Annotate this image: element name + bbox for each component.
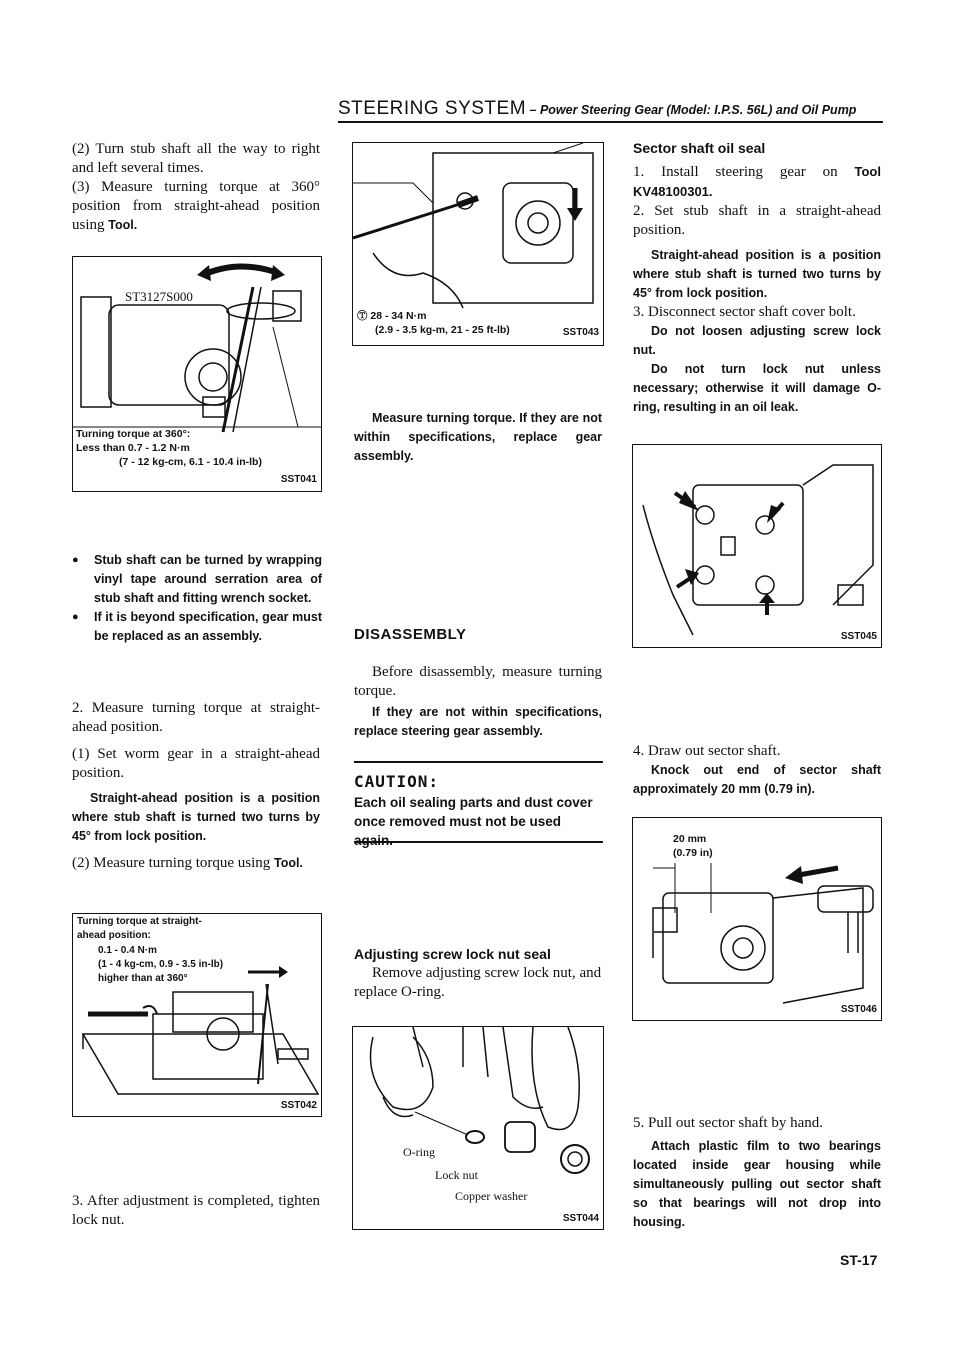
header-rule	[338, 121, 883, 123]
measure-turning-torque-note: Measure turning torque. If they are not within specifications, replace gear assembly.	[354, 411, 602, 463]
header-dash: –	[526, 103, 540, 117]
remove-lock-nut-text: Remove adjusting screw lock nut, and replace O-ring.	[354, 965, 602, 1000]
knock-out-sector-shaft-illustration	[633, 818, 881, 1020]
dimension-in: (0.79 in)	[673, 847, 713, 859]
step-3-disconnect: 3. Disconnect sector shaft cover bolt.	[633, 304, 856, 320]
adjusting-screw-heading: Adjusting screw lock nut seal	[354, 946, 551, 962]
caution-top-rule	[354, 761, 603, 763]
header-title: STEERING SYSTEM	[338, 98, 527, 119]
step-2-turn-stub: (2) Turn stub shaft all the way to right and left several times.	[72, 141, 320, 176]
middle-measure-text	[354, 409, 602, 466]
step-5-pull-out: 5. Pull out sector shaft by hand.	[633, 1115, 823, 1131]
knock-out-note: Knock out end of sector shaft approximately 20 mm (0.79 in).	[633, 763, 881, 796]
tool-label: ST3127S000	[125, 289, 193, 304]
draw-out-section	[633, 742, 881, 799]
step-3-text: (3) Measure turning torque at 360° position from straight-ahead position using	[72, 179, 320, 233]
figure-sst045	[632, 444, 882, 648]
header-subtitle: Power Steering Gear (Model: I.P.S. 56L) and Oil Pump	[539, 103, 857, 117]
step-1-set-worm: (1) Set worm gear in a straight-ahead position.	[72, 746, 320, 781]
do-not-loosen-note: Do not loosen adjusting screw lock nut.	[633, 324, 881, 357]
fig2-caption-2: ahead position:	[77, 930, 151, 941]
page-number: ST-17	[840, 1252, 878, 1268]
step-1-install	[633, 162, 881, 202]
caution-title: CAUTION:	[354, 772, 440, 791]
fig1-caption-1: Turning torque at 360°:	[76, 428, 191, 440]
caution-box	[354, 772, 602, 850]
disassembly-section	[354, 626, 602, 741]
sector-shaft-section	[633, 140, 881, 417]
figure-sst042	[72, 913, 322, 1117]
right-straight-ahead-note: Straight-ahead position is a position where stub shaft is turned two turns by 45° from lock position.	[633, 248, 881, 300]
fig3-caption-2: (2.9 - 3.5 kg-m, 21 - 25 ft-lb)	[375, 324, 510, 336]
oring-label: O-ring	[403, 1145, 435, 1159]
step-3-measure	[72, 178, 320, 235]
figure-code: SST045	[840, 631, 877, 642]
copper-washer-label: Copper washer	[455, 1189, 528, 1203]
step-2-measure-text: (2) Measure turning torque using	[72, 855, 275, 871]
step-2-straight: 2. Measure turning torque at straight-ahead position.	[72, 700, 320, 735]
dimension-mm: 20 mm	[673, 833, 707, 845]
figure-sst044	[352, 1026, 604, 1230]
disassembly-heading: DISASSEMBLY	[354, 626, 467, 643]
bullet-stub-shaft: ● Stub shaft can be turned by wrapping vinyl tape around serration area of stub shaft and fitting wrench socket.	[72, 551, 322, 608]
torque-symbol-icon: Ⓣ	[357, 310, 371, 322]
caution-bottom-rule	[354, 841, 603, 843]
attach-plastic-film-note: Attach plastic film to two bearings located inside gear housing while simultaneously pulling out sector shaft so that bearings will not drop into housing.	[633, 1139, 881, 1229]
left-column-top	[72, 140, 320, 235]
step-1-install-tool: Tool KV48100301.	[633, 164, 881, 199]
left-bullets	[72, 551, 322, 646]
fig2-caption-1: Turning torque at straight-	[77, 916, 202, 927]
fig3-caption-1-text: 28 - 34 N·m	[370, 310, 427, 322]
figure-sst043	[352, 142, 604, 346]
step-2-measure	[72, 854, 320, 873]
fig1-caption-3: (7 - 12 kg-cm, 6.1 - 10.4 in-lb)	[119, 456, 262, 468]
figure-code: SST046	[840, 1004, 877, 1015]
lock-nut-label: Lock nut	[435, 1168, 478, 1182]
figure-sst041	[72, 256, 322, 492]
step-2-measure-tool: Tool.	[274, 856, 303, 870]
step-2-set-stub: 2. Set stub shaft in a straight-ahead position.	[633, 203, 881, 238]
step-3-tighten: 3. After adjustment is completed, tighten lock nut.	[72, 1193, 320, 1228]
figure-code: SST042	[280, 1100, 317, 1111]
straight-ahead-note: Straight-ahead position is a position where stub shaft is turned two turns by 45° from lock position.	[72, 791, 320, 843]
page-header	[338, 98, 883, 120]
figure-code: SST043	[562, 327, 599, 338]
bullet-replace: ● If it is beyond specification, gear must be replaced as an assembly.	[72, 608, 322, 646]
fig2-caption-5: higher than at 360°	[98, 973, 188, 984]
left-column-mid	[72, 699, 320, 873]
fig2-caption-4: (1 - 4 kg-cm, 0.9 - 3.5 in-lb)	[98, 959, 224, 970]
sector-shaft-heading: Sector shaft oil seal	[633, 140, 766, 156]
figure-code: SST044	[562, 1213, 599, 1224]
step-1-install-text: 1. Install steering gear on	[633, 164, 855, 180]
do-not-turn-note: Do not turn lock nut unless necessary; otherwise it will damage O-ring, resulting in an oil leak.	[633, 362, 881, 414]
step-4-draw-out: 4. Draw out sector shaft.	[633, 743, 781, 759]
adjusting-screw-section	[354, 946, 602, 1002]
caution-body: Each oil sealing parts and dust cover once removed must not be used	[354, 795, 593, 829]
cover-bolts-illustration	[633, 445, 881, 647]
fig3-caption-1	[357, 309, 426, 323]
left-column-bottom	[72, 1192, 320, 1230]
step-3-tool: Tool.	[108, 218, 138, 232]
figure-sst046	[632, 817, 882, 1021]
figure-code: SST041	[280, 474, 317, 485]
fig1-caption-2: Less than 0.7 - 1.2 N·m	[76, 442, 190, 454]
replace-gear-note: If they are not within specifications, replace steering gear assembly.	[354, 705, 602, 738]
pull-out-section	[633, 1114, 881, 1232]
fig2-caption-3: 0.1 - 0.4 N·m	[98, 945, 157, 956]
before-disassembly-text: Before disassembly, measure turning torque.	[354, 664, 602, 699]
